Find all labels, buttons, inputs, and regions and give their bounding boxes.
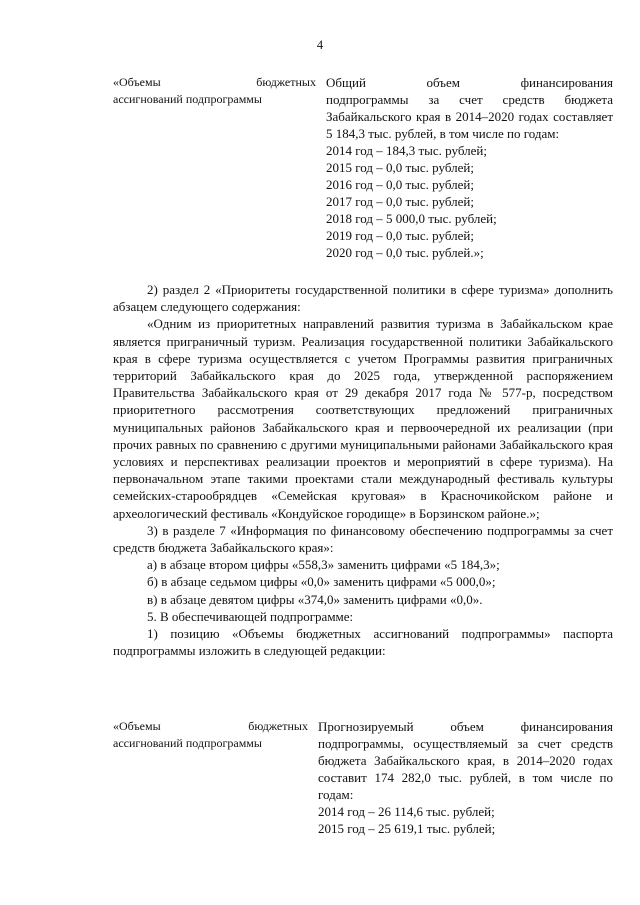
paragraph-item-b: б) в абзаце седьмом цифры «0,0» заменить цифрами «5 000,0»; [147,574,496,590]
year-line: 2016 год – 0,0 тыс. рублей; [326,177,474,192]
label-line-2: ассигнований подпрограммы [113,92,262,106]
paragraph-section-7: 3) в разделе 7 «Информация по финансовому обеспечению подпрограммы за счет средств бюджета Забайкальского края»: [113,522,613,556]
budget-label-1 [113,74,326,108]
year-line: 2019 год – 0,0 тыс. рублей; [326,228,474,243]
page-number: 4 [316,38,324,52]
intro-word-3: финансирования [520,75,613,90]
budget-row-1 [113,74,613,261]
year-line: 2014 год – 26 114,6 тыс. рублей; [318,804,495,819]
budget-table-2 [113,718,613,837]
value-text: Прогнозируемый объем финансирования подпрограммы, осуществляемый за счет средств бюджета Забайкальского края, в 2014–2020 годах составит 174 282,0 тыс. рублей, в том числе по годам: [318,719,613,802]
budget-table-1 [113,74,613,261]
budget-value-2 [318,718,613,837]
label-word-2: бюджетных [256,75,316,89]
body-text [113,281,613,659]
paragraph-item-c: в) в абзаце девятом цифры «374,0» заменить цифрами «0,0». [147,591,483,607]
year-line: 2015 год – 0,0 тыс. рублей; [326,160,474,175]
year-line: 2014 год – 184,3 тыс. рублей; [326,143,487,158]
value-intro-first-line [326,74,613,91]
budget-row-2 [113,718,613,837]
value-intro-rest: подпрограммы за счет средств бюджета Забайкальского края в 2014–2020 годах составляет 5 184,3 тыс. рублей, в том числе по годам: [326,92,613,141]
budget-label-2 [113,718,318,752]
year-line: 2015 год – 25 619,1 тыс. рублей; [318,821,496,836]
intro-word-2: объем [426,75,461,90]
paragraph-item-5: 5. В обеспечивающей подпрограмме: [147,608,354,624]
year-line: 2018 год – 5 000,0 тыс. рублей; [326,211,497,226]
budget-value-1 [326,74,613,261]
paragraph-item-a: а) в абзаце втором цифры «558,3» заменить цифрами «5 184,3»; [147,557,500,573]
paragraph-tourism-priority: «Одним из приоритетных направлений развития туризма в Забайкальском крае является приграничный туризм. Реализация государственной политики Забайкальского края в сфере туризма осуществляется с учетом Программы развития приграничных территорий Забайкальского края до 2025 года, утвержденной распоряжением Правительства Забайкальского края от 29 декабря 2017 года № 577-р, посредством приоритетного рассмотрения соответствующих предложений приграничных муниципальных районов Забайкальского края и первоочередной их реализации (при прочих равных по сравнению с другими муниципальными районами Забайкальского края условиях и перспективах реализации проектов и мероприятий в сфере туризма). На первоначальном этапе такими проектами стали международный фестиваль культуры семейских-старообрядцев «Семейская круговая» в Красночикойском районе и археологический фестиваль «Кондуйское городище» в Борзинском районе.»; [113,316,613,521]
intro-word-1: Общий [326,75,366,90]
label-word-1: «Объемы [113,719,161,733]
paragraph-section-2: 2) раздел 2 «Приоритеты государственной политики в сфере туризма» дополнить абзацем следующего содержания: [113,282,613,315]
label-line-2: ассигнований подпрограммы [113,736,262,750]
year-line: 2020 год – 0,0 тыс. рублей.»; [326,245,484,260]
paragraph-item-5-1: 1) позицию «Объемы бюджетных ассигнований подпрограммы» паспорта подпрограммы изложить в следующей редакции: [113,626,613,659]
label-word-2: бюджетных [248,719,308,733]
year-line: 2017 год – 0,0 тыс. рублей; [326,194,474,209]
label-word-1: «Объемы [113,75,161,89]
